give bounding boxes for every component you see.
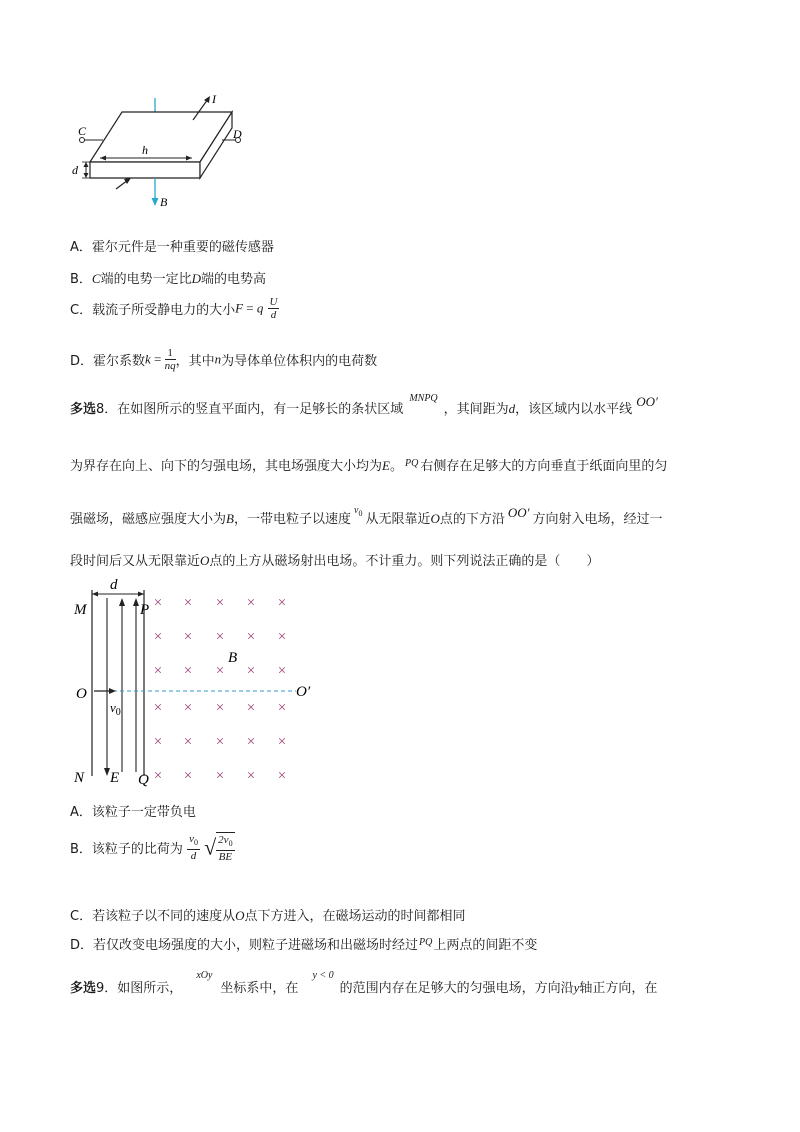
q8-line3-d: 点的下方沿 [439,512,505,527]
q9-d: 轴正方向，在 [579,981,658,996]
q8-line1-a: 在如图所示的竖直平面内，有一足够长的条状区域 [117,402,404,417]
field-cross: × [215,734,225,750]
q8-optb-den: d [190,850,197,863]
q9-y: y [573,980,580,995]
field-cross: × [277,768,287,784]
field-cross: × [246,595,256,611]
q8-line1-d: d [508,401,516,416]
field-label-Q: Q [138,772,149,788]
q8-line4-b: 点的上方从磁场射出电场。不计重力。则下列说法正确的是（ ） [209,554,600,569]
q7-optd-fraction [165,347,176,372]
q8-option-a: A．该粒子一定带负电 [70,805,196,820]
q8-line3-v0 [354,505,362,516]
field-label-M: M [74,602,87,618]
field-cross: × [215,595,225,611]
q8-number: 8． [96,402,118,417]
q8-line2-a: 为界存在向上、向下的匀强电场，其电场强度大小均为 [70,459,383,474]
hall-label-D: D [233,127,242,141]
q7-optc-eq: = [243,300,257,316]
q8-line4-a: 段时间后又从无限靠近 [70,554,201,569]
hall-label-I: I [212,92,216,106]
q8-line2-E: E [382,458,390,473]
field-cross: × [183,700,193,716]
q8-line3-oo: OO′ [507,505,530,520]
q7-optd-eq: = [150,351,165,367]
q7-option-d [70,347,377,372]
q8-optd-pq: PQ [419,937,433,948]
q8-optb-pre: B．该粒子的比荷为 [70,842,183,858]
field-cross: × [183,629,193,645]
q9-number: 9． [96,981,118,996]
q9-b: 坐标系中，在 [220,981,299,996]
q7-optc-F: F [235,300,244,316]
hall-element-figure [70,90,250,215]
field-cross: × [183,734,193,750]
q8-line2-b: 。 [389,459,403,474]
q8-optb-rden: BE [218,851,233,864]
field-cross: × [277,595,287,611]
q7-optc-pre: C．载流子所受静电力的大小 [70,303,236,318]
q8-optb-fraction [187,833,200,862]
field-label-E: E [110,770,120,786]
q8-optb-rnum-v: 2v [218,834,229,846]
q8-line3-e: 方向射入电场，经过一 [532,512,663,527]
q7-optd-den: nq [164,360,176,372]
q7-optb-mid: 端的电势一定比 [100,272,192,287]
q8-line3-b: ，一带电粒子以速度 [233,512,351,527]
field-label-v0 [110,700,121,718]
q7-optb-post: 端的电势高 [201,272,267,287]
q7-optc-q: q [256,300,264,316]
field-cross: × [183,595,193,611]
field-cross: × [277,629,287,645]
field-cross: × [153,768,163,784]
q8-optb-num-v: v [189,833,194,845]
q8-line2-c: 右侧存在足够大的方向垂直于纸面向里的匀 [420,459,668,474]
field-cross: × [153,629,163,645]
q8-optc-post: 点下方进入，在磁场运动的时间都相同 [244,909,466,924]
field-label-O-prime: O′ [296,684,311,700]
field-cross: × [277,700,287,716]
q8-line4-O: O [200,553,210,568]
field-cross: × [183,663,193,679]
hall-label-B: B [160,195,168,209]
q8-optb-rnum [216,834,234,851]
q7-optc-fraction [268,296,280,321]
field-label-P: P [140,602,150,618]
field-cross: × [277,663,287,679]
q8-line3-O: O [430,511,440,526]
field-label-O: O [76,686,87,702]
q8-line3-a: 强磁场，磁感应强度大小为 [70,512,227,527]
field-cross: × [246,768,256,784]
q8-optb-sqrt: √ $\frac{2v_0}{BE}$ [204,834,233,864]
hall-label-h: h [142,143,148,157]
field-label-N: N [74,770,85,786]
q8-line1-b: ，其间距为 [443,402,509,417]
q8-optb-num [187,833,200,850]
field-cross: × [215,663,225,679]
q9-xoy: xOy [196,970,213,981]
q7-option-c [70,296,279,321]
q8-line3-c: 从无限靠近 [365,512,431,527]
q9-tag: 多选 [70,981,97,996]
field-cross: × [246,629,256,645]
field-cross: × [153,734,163,750]
field-label-v-sub: 0 [115,707,121,718]
field-cross: × [215,629,225,645]
q8-optd-post: 上两点的间距不变 [433,938,538,953]
q8-line3-v-sub: 0 [358,509,363,518]
field-cross: × [215,700,225,716]
q8-line2-pq: PQ [404,458,419,469]
q8-optb-rnum-sub: 0 [228,839,233,849]
q8-line1-c: ，该区域内以水平线 [515,402,633,417]
q7-optc-num: U [269,296,278,308]
q8-line-3 [70,505,663,528]
magnetic-field-crosses [154,595,286,784]
q8-line-1 [70,393,658,417]
q9-line-1 [70,970,658,996]
q9-a: 如图所示， [117,981,183,996]
q7-optd-post1: ，其中 [175,354,215,369]
q7-optd-post2: 为导体单位体积内的电荷数 [221,354,378,369]
field-cross: × [153,663,163,679]
field-cross: × [215,768,225,784]
q7-option-a: A．霍尔元件是一种重要的磁传感器 [70,240,274,255]
field-label-B: B [228,650,238,666]
q7-optb-C: C [91,271,101,286]
q8-optc-O: O [235,908,245,923]
field-cross: × [277,734,287,750]
field-cross: × [153,700,163,716]
q8-option-b [70,832,235,863]
field-label-d: d [110,577,118,593]
q9-c: 的范围内存在足够大的匀强电场，方向沿 [339,981,574,996]
q8-mnpq: MNPQ [409,393,438,404]
q7-optd-pre: D．霍尔系数 [70,354,146,369]
q9-ycond: y < 0 [312,970,334,981]
field-cross: × [246,700,256,716]
field-cross: × [183,768,193,784]
q8-option-d [70,934,537,953]
q8-option-c [70,905,465,924]
q8-line1-oo: OO′ [636,394,658,409]
field-cross: × [246,734,256,750]
field-cross: × [246,663,256,679]
q8-line-2 [70,455,667,474]
q8-optd-pre: D．若仅改变电场强度的大小，则粒子进磁场和出磁场时经过 [70,938,419,953]
q7-option-b [70,268,266,287]
q7-optb-D: D [191,271,201,286]
q7-optd-k: k [145,351,151,367]
q8-tag: 多选 [70,402,97,417]
field-cross: × [153,595,163,611]
q7-optc-den: d [270,309,277,321]
q7-optb-pre: B． [70,272,92,287]
q7-optd-num: 1 [165,347,176,360]
q7-optd-n: n [214,351,222,367]
q8-line3-B: B [226,511,234,526]
q8-optb-num-sub: 0 [193,838,198,848]
hall-label-d: d [72,163,78,177]
hall-label-C: C [78,124,87,138]
q8-line-4 [70,550,599,569]
field-label-v: v [110,700,116,715]
q8-line3-v: v [353,505,359,516]
q8-optc-pre: C．若该粒子以不同的速度从 [70,909,236,924]
field-figure [70,572,330,797]
